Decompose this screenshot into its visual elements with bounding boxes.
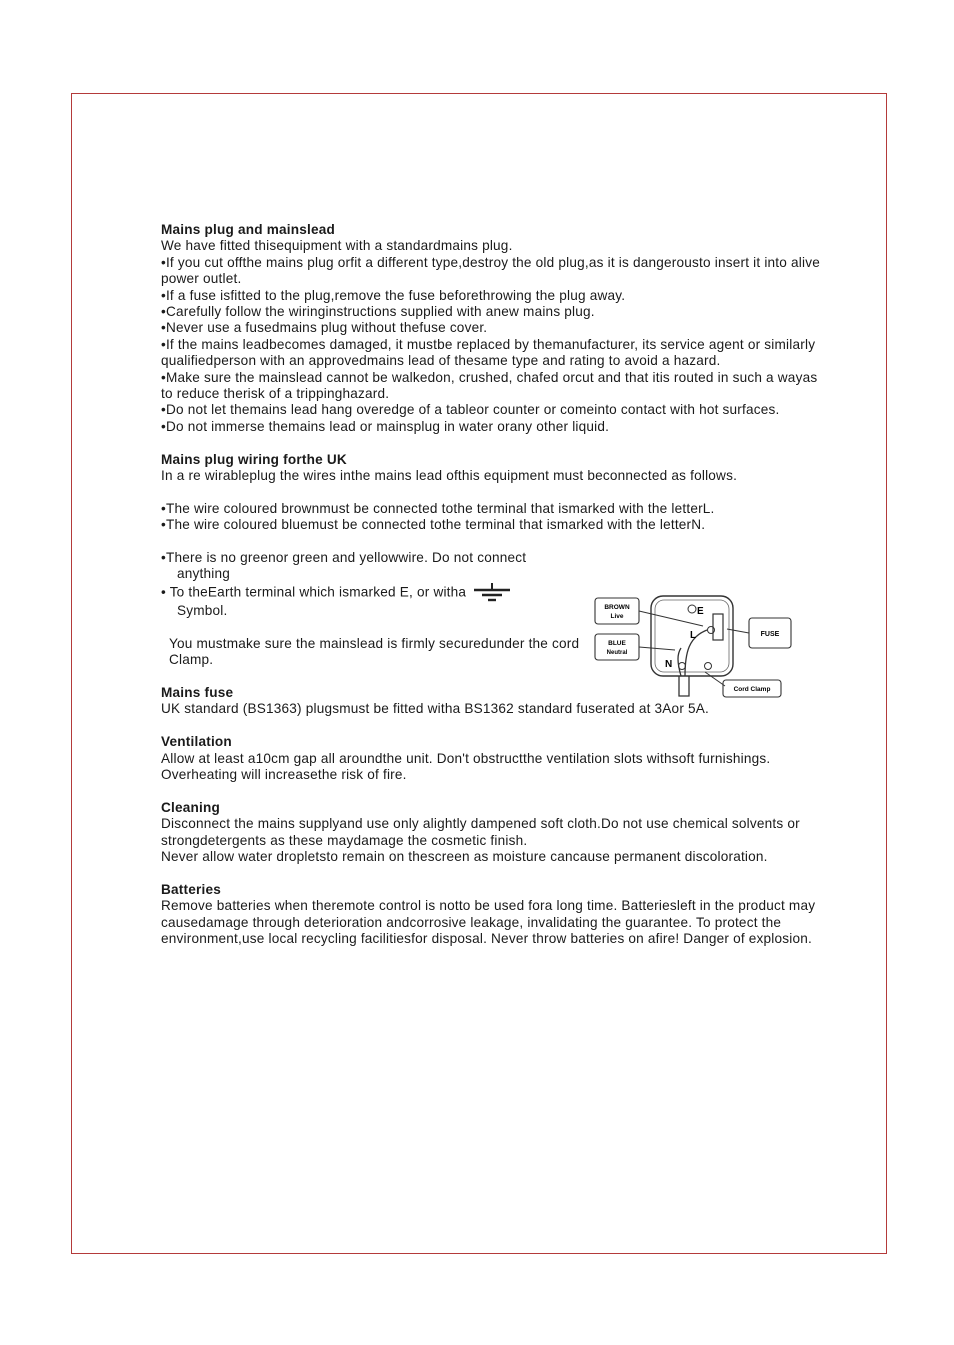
- fuse-label: FUSE: [760, 631, 780, 638]
- bullet-item: •If you cut offthe mains plug orfit a different type,destroy the old plug,as it is dangerousto insert it into alive power outlet.: [161, 254, 820, 287]
- earth-symbol-icon: [472, 583, 512, 603]
- live-label: Live: [610, 613, 624, 620]
- letter-l: L: [690, 630, 697, 641]
- text-line: We have fitted thisequipment with a standardmains plug.: [161, 238, 513, 254]
- clamp-note: You mustmake sure the mainslead is firmly securedunder the cord: [169, 635, 580, 651]
- page-content: [161, 222, 821, 947]
- clamp-note-cont: Clamp.: [169, 652, 214, 668]
- heading-wiring: Mains plug wiring forthe UK: [161, 451, 347, 467]
- heading-cleaning: Cleaning: [161, 799, 221, 815]
- arrow-neutral: [639, 647, 675, 650]
- heading-ventilation: Ventilation: [161, 734, 232, 750]
- bullet-item: •Carefully follow the wiringinstructions supplied with anew mains plug.: [161, 304, 595, 320]
- bullet-item: •Do not let themains lead hang overedge of a tableor counter or comeinto contact with hot surfaces.: [161, 402, 780, 418]
- neutral-label: Neutral: [606, 650, 628, 656]
- heading-mains-plug: Mains plug and mainslead: [161, 222, 335, 237]
- bullet-item: •If the mains leadbecomes damaged, it mustbe replaced by themanufacturer, its service agent or similarly qualifiedperson with an approvedmains lead of thesame type and rating to avoid a hazard.: [161, 336, 816, 369]
- bullet-green-cont: anything: [177, 566, 230, 582]
- arrow-clamp: [705, 672, 725, 686]
- fuse-body: [713, 614, 723, 640]
- blue-callout: [595, 634, 639, 660]
- bullet-green: •There is no greenor green and yellowwire. Do not connect: [161, 550, 527, 566]
- arrow-fuse: [727, 629, 749, 633]
- letter-e: E: [697, 606, 704, 617]
- heading-fuse: Mains fuse: [161, 684, 234, 700]
- bullet-blue: •The wire coloured bluemust be connected tothe terminal that ismarked with the letterN.: [161, 517, 706, 533]
- blue-label: BLUE: [608, 640, 626, 647]
- clamp-label: Cord Clamp: [733, 686, 771, 693]
- bullet-brown: •The wire coloured brownmust be connected tothe terminal that ismarked with the letterL.: [161, 500, 715, 516]
- bullet-item: •Do not immerse themains lead or mainsplug in water orany other liquid.: [161, 418, 610, 434]
- ventilation-text: Allow at least a10cm gap all aroundthe unit. Don't obstructthe ventilation slots withsoft furnishings. Overheating will increasethe risk of fire.: [161, 750, 771, 782]
- terminal-clamp: [705, 663, 712, 670]
- fuse-text: UK standard (BS1363) plugsmust be fitted witha BS1362 standard fuserated at 3Aor 5A.: [161, 701, 710, 717]
- wiring-intro: In a re wirableplug the wires inthe mains lead ofthis equipment must beconnected as follows.: [161, 468, 738, 484]
- bullet-earth: [161, 583, 591, 603]
- bullet-item: •Make sure the mainslead cannot be walkedon, crushed, chafed orcut and that itis routed in such a wayas to reduce therisk of a trippinghazard.: [161, 369, 818, 402]
- brown-callout: [595, 598, 639, 624]
- batteries-text: Remove batteries when theremote control is notto be used fora long time. Batteriesleft in the product may causedamage through deterioration andcorrosive leakage, invalidating the guarantee. To protect the environment,use local recycling facilitiesfor disposal. Never throw batteries on afire! Danger of explosion.: [161, 898, 816, 946]
- terminal-e: [688, 605, 696, 613]
- earth-text: • To theEarth terminal which ismarked E, or witha: [161, 584, 467, 600]
- brown-label: BROWN: [604, 604, 630, 611]
- cord: [679, 676, 689, 696]
- heading-batteries: Batteries: [161, 881, 221, 897]
- bullet-item: •Never use a fusedmains plug without thefuse cover.: [161, 320, 488, 336]
- bullet-item: •If a fuse isfitted to the plug,remove the fuse beforethrowing the plug away.: [161, 287, 626, 303]
- cleaning-text: Disconnect the mains supplyand use only alightly dampened soft cloth.Do not use chemical solvents or strongdetergents as these maydamage the cosmetic finish.: [161, 816, 800, 848]
- letter-n: N: [665, 659, 673, 670]
- plug-wiring-diagram: [593, 592, 793, 704]
- cleaning-text-2: Never allow water dropletsto remain on thescreen as moisture cancause permanent discoloration.: [161, 848, 768, 864]
- bullet-earth-cont: Symbol.: [177, 602, 228, 618]
